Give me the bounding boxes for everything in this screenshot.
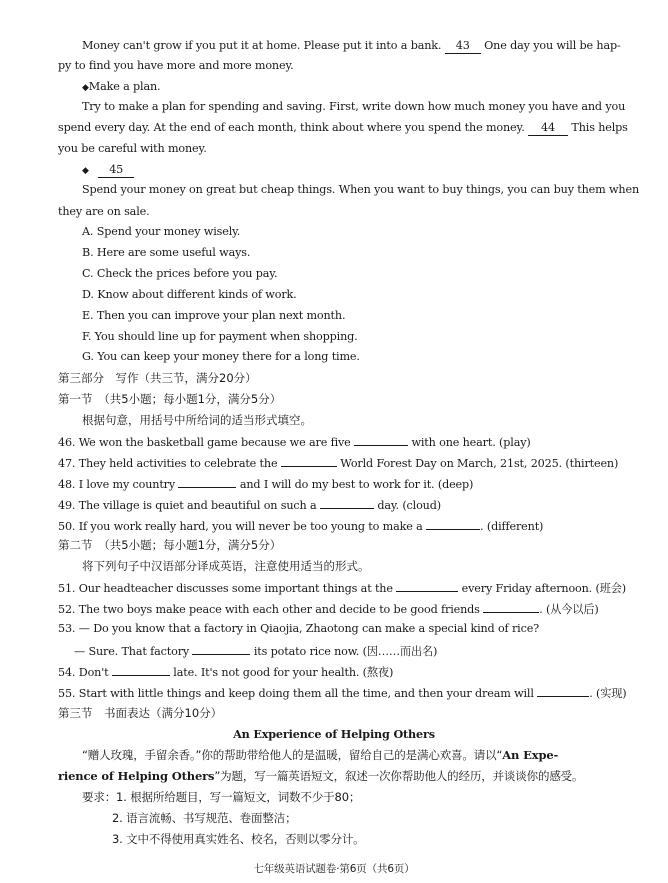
question-text: and I will do my best to work for it. (deep) (239, 478, 474, 491)
question-47 (58, 455, 618, 471)
essay-title: An Experience of Helping Others (233, 727, 435, 741)
option-b: B. Here are some useful ways. (82, 246, 251, 259)
subheading (82, 163, 134, 178)
answer-blank-52[interactable] (483, 601, 539, 613)
section1-title: 第一节 （共5小题；每小题1分，满分5分） (58, 392, 282, 406)
blank-45[interactable]: 45 (98, 163, 134, 178)
question-text: 48. I love my country (58, 478, 176, 491)
requirement-2: 2. 语言流畅、书写规范、卷面整洁； (112, 811, 297, 825)
answer-blank-48[interactable] (178, 476, 236, 488)
answer-blank-47[interactable] (281, 455, 337, 467)
requirement-3: 3. 文中不得使用真实姓名、校名，否则以零分计。 (112, 832, 365, 846)
essay-prompt-text: “赠人玫瑰，手留余香。”你的帮助带给他人的是温暖，留给自己的是满心欢喜。请以“ (82, 748, 503, 762)
question-text: 54. Don't (58, 666, 109, 679)
question-52 (58, 601, 599, 617)
diamond-bullet-icon: ◆ (82, 166, 89, 176)
answer-blank-49[interactable] (320, 497, 374, 509)
question-text: 51. Our headteacher discusses some important things at the (58, 582, 393, 595)
question-text: late. It's not good for your health. (熬夜) (173, 666, 394, 679)
passage-line: Try to make a plan for spending and saving. First, write down how much money you have and you (82, 100, 626, 113)
passage-line: they are on sale. (58, 205, 150, 218)
question-50 (58, 518, 543, 534)
essay-prompt-emphasis: An Expe- (502, 748, 559, 762)
passage-line (82, 39, 621, 54)
question-text: every Friday afternoon. (班会) (461, 582, 626, 595)
question-text: with one heart. (play) (411, 436, 531, 449)
answer-blank-53[interactable] (192, 643, 250, 655)
question-54 (58, 664, 393, 680)
question-text: 52. The two boys make peace with each other and decide to be good friends (58, 603, 480, 616)
question-text: World Forest Day on March, 21st, 2025. (thirteen) (340, 457, 619, 470)
section1-instruction: 根据句意，用括号中所给词的适当形式填空。 (82, 413, 312, 427)
question-text: day. (cloud) (377, 499, 441, 512)
passage-line: py to find you have more and more money. (58, 59, 294, 72)
essay-prompt-line-2 (58, 769, 583, 783)
essay-prompt-line-1 (82, 748, 558, 762)
requirement-1: 要求：1. 根据所给题目，写一篇短文，词数不少于80； (82, 790, 361, 804)
part3-title: 第三部分 写作（共三节，满分20分） (58, 371, 257, 385)
answer-blank-50[interactable] (426, 518, 480, 530)
section2-instruction: 将下列句子中汉语部分译成英语，注意使用适当的形式。 (82, 559, 370, 573)
passage-line: Spend your money on great but cheap things. When you want to buy things, you can buy them when (82, 183, 640, 196)
section2-title: 第二节 （共5小题；每小题1分，满分5分） (58, 538, 282, 552)
answer-blank-54[interactable] (112, 664, 170, 676)
question-text: its potato rice now. (因……而出名) (253, 645, 438, 658)
question-text: 49. The village is quiet and beautiful on such a (58, 499, 317, 512)
question-46 (58, 434, 531, 450)
passage-text: spend every day. At the end of each month, think about where you spend the money. (58, 121, 525, 134)
blank-43[interactable]: 43 (445, 39, 481, 54)
passage-text: Money can't grow if you put it at home. Please put it into a bank. (82, 39, 442, 52)
passage-text: One day you will be hap- (484, 39, 621, 52)
option-e: E. Then you can improve your plan next month. (82, 309, 346, 322)
question-text: . (实现) (589, 687, 627, 700)
subheading-text: Make a plan. (88, 80, 161, 93)
question-53-reply (74, 643, 437, 659)
essay-prompt-text: ”为题，写一篇英语短文，叙述一次你帮助他人的经历，并谈谈你的感受。 (214, 769, 584, 783)
answer-blank-46[interactable] (354, 434, 408, 446)
question-49 (58, 497, 441, 513)
question-text: 50. If you work really hard, you will never be too young to make a (58, 520, 423, 533)
question-text: . (从今以后) (539, 603, 599, 616)
option-c: C. Check the prices before you pay. (82, 267, 278, 280)
passage-line: you be careful with money. (58, 142, 207, 155)
question-55 (58, 685, 627, 701)
section3-title: 第三节 书面表达（满分10分） (58, 706, 223, 720)
passage-line (58, 121, 628, 136)
blank-44[interactable]: 44 (528, 121, 568, 136)
page-footer: 七年级英语试题卷·第6页（共6页） (253, 863, 415, 875)
question-text: 55. Start with little things and keep doing them all the time, and then your dream will (58, 687, 534, 700)
option-a: A. Spend your money wisely. (82, 225, 241, 238)
option-g: G. You can keep your money there for a long time. (82, 350, 360, 363)
diamond-bullet-icon: ◆ (82, 83, 89, 93)
subheading (82, 80, 160, 95)
passage-text: This helps (571, 121, 628, 134)
question-51 (58, 580, 626, 596)
option-f: F. You should line up for payment when shopping. (82, 330, 358, 343)
question-text: . (different) (480, 520, 544, 533)
answer-blank-51[interactable] (396, 580, 458, 592)
option-d: D. Know about different kinds of work. (82, 288, 297, 301)
question-text: — Sure. That factory (74, 645, 190, 658)
question-53: 53. — Do you know that a factory in Qiaojia, Zhaotong can make a special kind of rice? (58, 622, 540, 635)
question-text: 47. They held activities to celebrate the (58, 457, 278, 470)
answer-blank-55[interactable] (537, 685, 589, 697)
essay-prompt-emphasis: rience of Helping Others (58, 769, 215, 783)
question-text: 46. We won the basketball game because we are five (58, 436, 351, 449)
question-48 (58, 476, 473, 492)
